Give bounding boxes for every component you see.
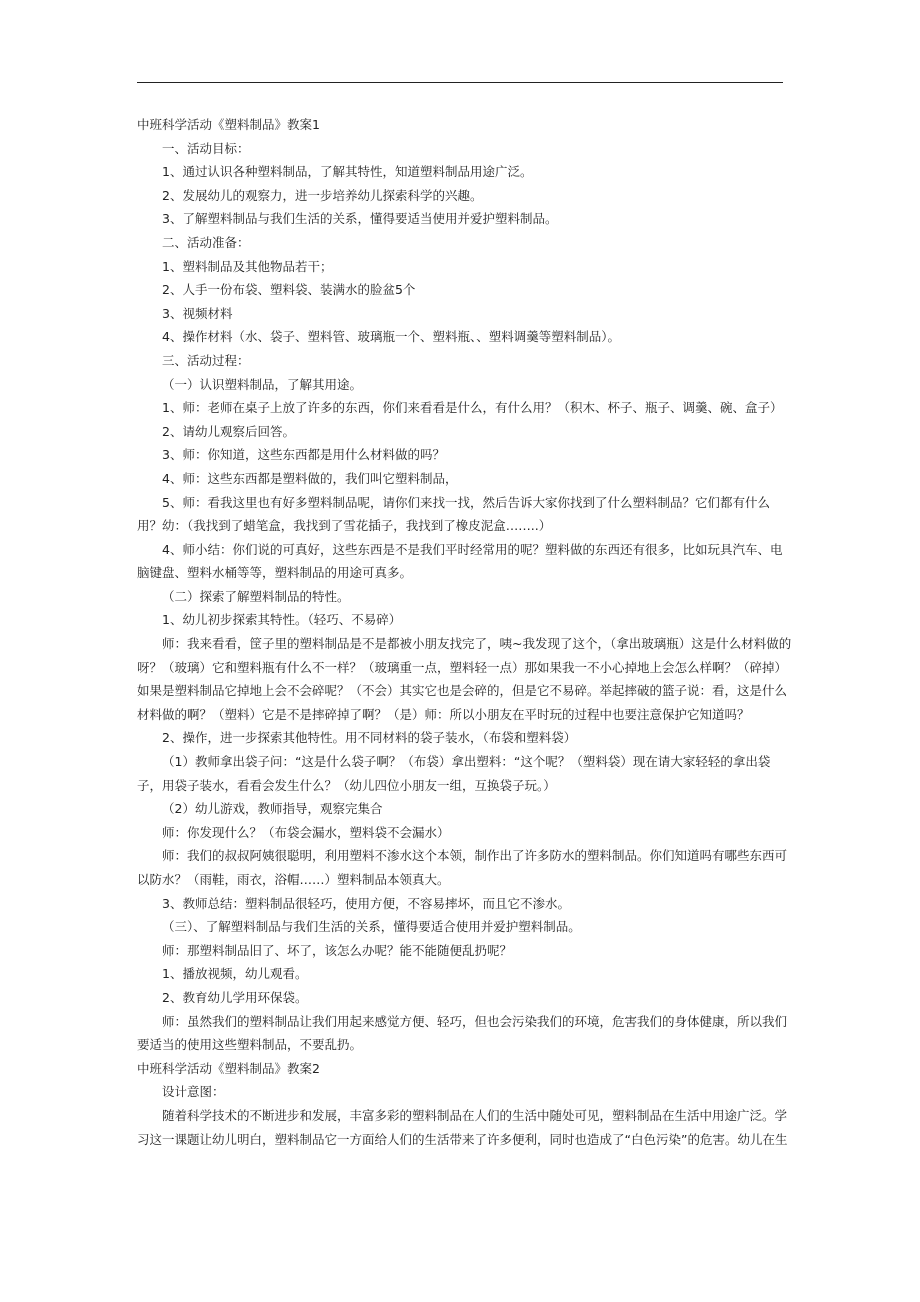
paragraph: 3、师：你知道，这些东西都是用什么材料做的吗？ — [162, 447, 445, 463]
paragraph: 3、视频材料 — [162, 305, 233, 321]
paragraph: 二、活动准备： — [162, 234, 250, 250]
paragraph: 师：我来看看，筐子里的塑料制品是不是都被小朋友找完了，咦~我发现了这个，（拿出玻璃瓶）这是什么材料做的呀？（玻璃）它和塑料瓶有什么不一样？（玻璃重一点，塑料轻一点）那如果我一不小心掉地上会怎么样啊？（碎掉）如果是塑料制品它掉地上会不会碎呢？（不会）其实它也是会碎的，但是它不易碎。举起摔破的篮子说：看，这是什么材料做的啊？（塑料）它是不是摔碎掉了啊？（是）师：所以小朋友在平时玩的过程中也要注意保护它知道吗？ — [137, 636, 792, 722]
paragraph: 1、播放视频，幼儿观看。 — [162, 966, 308, 982]
paragraph: 2、操作，进一步探索其他特性。用不同材料的袋子装水，（布袋和塑料袋） — [162, 730, 577, 746]
paragraph: （一）认识塑料制品，了解其用途。 — [162, 376, 363, 392]
paragraph: 1、幼儿初步探索其特性。（轻巧、不易碎） — [162, 612, 402, 628]
section-heading: 中班科学活动《塑料制品》教案2 — [137, 1060, 320, 1076]
paragraph: 2、发展幼儿的观察力，进一步培养幼儿探索科学的兴趣。 — [162, 187, 483, 203]
paragraph: 随着科学技术的不断进步和发展，丰富多彩的塑料制品在人们的生活中随处可见，塑料制品在生活中用途广泛。学习这一课题让幼儿明白，塑料制品它一方面给人们的生活带来了许多便利，同时也造成了“白色污染”的危害。幼儿在生 — [137, 1107, 788, 1147]
paragraph: （二）探索了解塑料制品的特性。 — [162, 588, 350, 604]
header-rule — [137, 82, 783, 83]
paragraph: 4、师：这些东西都是塑料做的，我们叫它塑料制品， — [162, 470, 458, 486]
paragraph: 师：你发现什么？（布袋会漏水，塑料袋不会漏水） — [162, 824, 450, 840]
section-heading: 中班科学活动《塑料制品》教案1 — [137, 117, 320, 132]
paragraph: 4、师小结：你们说的可真好，这些东西是不是我们平时经常用的呢？塑料做的东西还有很多，比如玩具汽车、电脑键盘、塑料水桶等等，塑料制品的用途可真多。 — [137, 541, 783, 581]
paragraph: 师：虽然我们的塑料制品让我们用起来感觉方便、轻巧，但也会污染我们的环境，危害我们的身体健康，所以我们要适当的使用这些塑料制品，不要乱扔。 — [137, 1013, 788, 1053]
paragraph: （2）幼儿游戏，教师指导，观察完集合 — [162, 801, 383, 817]
paragraph: 3、教师总结：塑料制品很轻巧，使用方便，不容易摔坏，而且它不渗水。 — [162, 895, 570, 911]
paragraph: 师：那塑料制品旧了、坏了，该怎么办呢？能不能随便乱扔呢？ — [162, 942, 513, 958]
paragraph: 1、通过认识各种塑料制品，了解其特性，知道塑料制品用途广泛。 — [162, 164, 533, 180]
paragraph: （1）教师拿出袋子问：“这是什么袋子啊？（布袋）拿出塑料：“这个呢？（塑料袋）现在请大家轻轻的拿出袋子，用袋子装水，看看会发生什么？（幼儿四位小朋友一组，互换袋子玩。） — [137, 754, 771, 793]
paragraph: 2、教育幼儿学用环保袋。 — [162, 989, 308, 1005]
paragraph: 设计意图： — [162, 1084, 225, 1100]
paragraph: 2、请幼儿观察后回答。 — [162, 423, 295, 439]
document-body — [137, 113, 793, 1151]
paragraph: 师：我们的叔叔阿姨很聪明，利用塑料不渗水这个本领，制作出了许多防水的塑料制品。你们知道吗有哪些东西可以防水？（雨鞋，雨衣，浴帽……）塑料制品本领真大。 — [137, 848, 788, 887]
paragraph: 1、塑料制品及其他物品若干； — [162, 258, 333, 274]
paragraph: 三、活动过程： — [162, 352, 250, 368]
paragraph: 2、人手一份布袋、塑料袋、装满水的脸盆5个 — [162, 282, 416, 298]
paragraph: 1、师：老师在桌子上放了许多的东西，你们来看看是什么，有什么用？（积木、杯子、瓶子、调羹、碗、盒子） — [162, 400, 783, 416]
paragraph: 4、操作材料（水、袋子、塑料管、玻璃瓶一个、塑料瓶、、塑料调羹等塑料制品）。 — [162, 329, 620, 345]
paragraph: （三）、了解塑料制品与我们生活的关系，懂得要适合使用并爱护塑料制品。 — [162, 919, 581, 935]
paragraph: 5、师：看我这里也有好多塑料制品呢，请你们来找一找，然后告诉大家你找到了什么塑料制品？它们都有什么用？幼：（我找到了蜡笔盒，我找到了雪花插子，我找到了橡皮泥盒……..） — [137, 494, 770, 534]
paragraph: 3、了解塑料制品与我们生活的关系，懂得要适当使用并爱护塑料制品。 — [162, 211, 558, 227]
paragraph: 一、活动目标： — [162, 140, 250, 156]
